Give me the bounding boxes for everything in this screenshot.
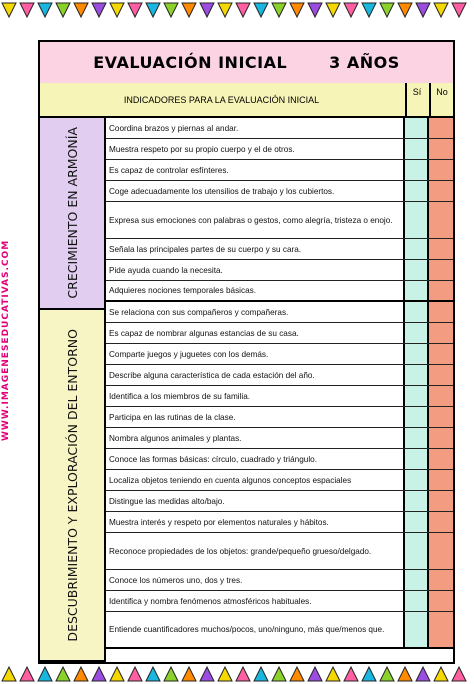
indicators-header: INDICADORES PARA LA EVALUACIÓN INICIAL bbox=[123, 94, 320, 105]
yes-checkbox-cell[interactable] bbox=[403, 512, 427, 532]
yes-checkbox-cell[interactable] bbox=[403, 118, 427, 138]
bunting-flag bbox=[362, 3, 376, 17]
yes-checkbox-cell[interactable] bbox=[403, 302, 427, 322]
indicator-text: Identifica a los miembros de su familia. bbox=[109, 391, 251, 401]
bunting-flag bbox=[164, 3, 178, 17]
title-text: EVALUACIÓN INICIAL bbox=[93, 53, 288, 72]
bunting-flag bbox=[272, 667, 286, 681]
yes-checkbox-cell[interactable] bbox=[403, 591, 427, 611]
yes-checkbox-cell[interactable] bbox=[403, 570, 427, 590]
indicator-row bbox=[106, 181, 453, 202]
no-checkbox-cell[interactable] bbox=[427, 591, 453, 611]
table-header bbox=[40, 83, 453, 118]
no-checkbox-cell[interactable] bbox=[427, 428, 453, 448]
bunting-flag bbox=[74, 667, 88, 681]
indicator-row bbox=[106, 160, 453, 181]
indicator-text: Identifica y nombra fenómenos atmosféricos habituales. bbox=[109, 596, 312, 606]
indicator-row bbox=[106, 323, 453, 344]
indicator-text: Conoce las formas básicas: círculo, cuadrado y triángulo. bbox=[109, 454, 317, 464]
indicator-row bbox=[106, 281, 453, 302]
no-checkbox-cell[interactable] bbox=[427, 386, 453, 406]
no-checkbox-cell[interactable] bbox=[427, 344, 453, 364]
no-checkbox-cell[interactable] bbox=[427, 260, 453, 280]
bunting-flag bbox=[92, 667, 106, 681]
bunting-flag bbox=[182, 3, 196, 17]
indicator-text: Conoce los números uno, dos y tres. bbox=[109, 575, 243, 585]
yes-checkbox-cell[interactable] bbox=[403, 202, 427, 238]
indicator-row bbox=[106, 365, 453, 386]
top-bunting-decoration bbox=[0, 0, 474, 20]
no-checkbox-cell[interactable] bbox=[427, 181, 453, 201]
indicator-row bbox=[106, 533, 453, 570]
indicator-text: Reconoce propiedades de los objetos: grande/pequeño grueso/delgado. bbox=[109, 546, 372, 556]
bunting-flag bbox=[164, 667, 178, 681]
indicator-row bbox=[106, 344, 453, 365]
indicator-row bbox=[106, 470, 453, 491]
bunting-flag bbox=[110, 3, 124, 17]
indicator-text: Entiende cuantificadores muchos/pocos, uno/ninguno, más que/menos que. bbox=[109, 625, 385, 634]
bunting-flag bbox=[362, 667, 376, 681]
bunting-flag bbox=[236, 3, 250, 17]
bunting-flag bbox=[344, 667, 358, 681]
bunting-flag bbox=[146, 3, 160, 17]
no-checkbox-cell[interactable] bbox=[427, 533, 453, 569]
indicator-row bbox=[106, 449, 453, 470]
indicator-text: Comparte juegos y juguetes con los demás. bbox=[109, 349, 269, 359]
section-label: DESCUBRIMIENTO Y EXPLORACIÓN DEL ENTORNO bbox=[64, 328, 80, 642]
indicator-row bbox=[106, 612, 453, 649]
no-checkbox-cell[interactable] bbox=[427, 512, 453, 532]
bunting-flag bbox=[326, 667, 340, 681]
no-header: No bbox=[429, 83, 453, 116]
section-descubrimiento bbox=[40, 310, 106, 662]
no-checkbox-cell[interactable] bbox=[427, 118, 453, 138]
yes-checkbox-cell[interactable] bbox=[403, 160, 427, 180]
indicator-row bbox=[106, 302, 453, 323]
bunting-flag bbox=[254, 667, 268, 681]
bunting-flag bbox=[434, 3, 448, 17]
yes-checkbox-cell[interactable] bbox=[403, 281, 427, 300]
indicator-text: Localiza objetos teniendo en cuenta algunos conceptos espaciales bbox=[109, 475, 352, 485]
indicator-text: Nombra algunos animales y plantas. bbox=[109, 433, 242, 443]
indicator-row bbox=[106, 407, 453, 428]
no-checkbox-cell[interactable] bbox=[427, 239, 453, 259]
indicator-text: Participa en las rutinas de la clase. bbox=[109, 412, 236, 422]
indicator-text: Adquieres nociones temporales básicas. bbox=[109, 286, 257, 295]
bunting-flag bbox=[218, 667, 232, 681]
bunting-flag bbox=[326, 3, 340, 17]
bunting-flag bbox=[434, 667, 448, 681]
indicator-text: Es capaz de controlar esfínteres. bbox=[109, 165, 229, 175]
bunting-flag bbox=[200, 3, 214, 17]
no-checkbox-cell[interactable] bbox=[427, 365, 453, 385]
yes-checkbox-cell[interactable] bbox=[403, 386, 427, 406]
bunting-flag bbox=[200, 667, 214, 681]
bunting-flag bbox=[416, 3, 430, 17]
indicator-text: Es capaz de nombrar algunas estancias de su casa. bbox=[109, 328, 299, 338]
bunting-flag bbox=[308, 3, 322, 17]
bunting-flag bbox=[236, 667, 250, 681]
bunting-flag bbox=[20, 3, 34, 17]
bunting-flag bbox=[308, 667, 322, 681]
evaluation-sheet bbox=[38, 40, 455, 664]
indicator-text: Muestra respeto por su propio cuerpo y el de otros. bbox=[109, 144, 295, 154]
bunting-flag bbox=[110, 667, 124, 681]
bunting-flag bbox=[452, 3, 466, 17]
bunting-flag bbox=[380, 667, 394, 681]
indicator-row bbox=[106, 512, 453, 533]
yes-checkbox-cell[interactable] bbox=[403, 407, 427, 427]
indicator-text: Coordina brazos y piernas al andar. bbox=[109, 123, 239, 133]
yes-checkbox-cell[interactable] bbox=[403, 612, 427, 647]
indicator-row bbox=[106, 202, 453, 239]
yes-checkbox-cell[interactable] bbox=[403, 181, 427, 201]
bunting-flag bbox=[128, 3, 142, 17]
bunting-flag bbox=[398, 3, 412, 17]
yes-checkbox-cell[interactable] bbox=[403, 323, 427, 343]
yes-checkbox-cell[interactable] bbox=[403, 139, 427, 159]
bunting-flag bbox=[272, 3, 286, 17]
no-checkbox-cell[interactable] bbox=[427, 612, 453, 647]
bunting-flag bbox=[182, 667, 196, 681]
bunting-flag bbox=[56, 667, 70, 681]
age-label: 3 AÑOS bbox=[329, 53, 400, 72]
no-checkbox-cell[interactable] bbox=[427, 160, 453, 180]
indicator-row bbox=[106, 591, 453, 612]
bunting-flag bbox=[452, 667, 466, 681]
bunting-flag bbox=[380, 3, 394, 17]
indicator-row bbox=[106, 239, 453, 260]
section-crecimiento bbox=[40, 118, 106, 310]
indicator-text: Señala las principales partes de su cuerpo y su cara. bbox=[109, 244, 302, 254]
bunting-flag bbox=[398, 667, 412, 681]
bunting-flag bbox=[38, 667, 52, 681]
indicator-text: Expresa sus emociones con palabras o gestos, como alegría, tristeza o enojo. bbox=[109, 215, 393, 225]
yes-checkbox-cell[interactable] bbox=[403, 449, 427, 469]
indicator-text: Describe alguna característica de cada estación del año. bbox=[109, 370, 315, 380]
yes-checkbox-cell[interactable] bbox=[403, 260, 427, 280]
indicator-row bbox=[106, 570, 453, 591]
bunting-flag bbox=[74, 3, 88, 17]
bunting-flag bbox=[290, 3, 304, 17]
no-checkbox-cell[interactable] bbox=[427, 470, 453, 490]
no-checkbox-cell[interactable] bbox=[427, 491, 453, 511]
yes-checkbox-cell[interactable] bbox=[403, 470, 427, 490]
no-checkbox-cell[interactable] bbox=[427, 570, 453, 590]
indicator-text: Coge adecuadamente los utensilios de trabajo y los cubiertos. bbox=[109, 186, 335, 196]
yes-checkbox-cell[interactable] bbox=[403, 428, 427, 448]
no-checkbox-cell[interactable] bbox=[427, 302, 453, 322]
no-checkbox-cell[interactable] bbox=[427, 281, 453, 300]
indicator-row bbox=[106, 260, 453, 281]
indicator-text: Distingue las medidas alto/bajo. bbox=[109, 496, 225, 506]
indicator-row bbox=[106, 428, 453, 449]
indicator-text: Se relaciona con sus compañeros y compañeras. bbox=[109, 307, 289, 317]
indicator-row bbox=[106, 386, 453, 407]
yes-checkbox-cell[interactable] bbox=[403, 344, 427, 364]
indicator-text: Pide ayuda cuando la necesita. bbox=[109, 265, 223, 275]
yes-checkbox-cell[interactable] bbox=[403, 533, 427, 569]
bunting-flag bbox=[92, 3, 106, 17]
indicator-row bbox=[106, 139, 453, 160]
bunting-flag bbox=[38, 3, 52, 17]
no-checkbox-cell[interactable] bbox=[427, 407, 453, 427]
sheet-title bbox=[40, 42, 453, 85]
bunting-flag bbox=[416, 667, 430, 681]
yes-checkbox-cell[interactable] bbox=[403, 365, 427, 385]
yes-checkbox-cell[interactable] bbox=[403, 239, 427, 259]
bunting-flag bbox=[344, 3, 358, 17]
bunting-flag bbox=[2, 3, 16, 17]
indicator-row bbox=[106, 491, 453, 512]
bunting-flag bbox=[146, 667, 160, 681]
indicator-text: Muestra interés y respeto por elementos naturales y hábitos. bbox=[109, 517, 329, 527]
bunting-flag bbox=[56, 3, 70, 17]
yes-header: Sí bbox=[405, 83, 427, 116]
bunting-flag bbox=[20, 667, 34, 681]
bottom-bunting-decoration bbox=[0, 664, 474, 684]
no-checkbox-cell[interactable] bbox=[427, 323, 453, 343]
no-checkbox-cell[interactable] bbox=[427, 449, 453, 469]
bunting-flag bbox=[128, 667, 142, 681]
bunting-flag bbox=[2, 667, 16, 681]
bunting-flag bbox=[290, 667, 304, 681]
bunting-flag bbox=[254, 3, 268, 17]
bunting-flag bbox=[218, 3, 232, 17]
section-label: CRECIMIENTO EN ARMONÍA bbox=[64, 127, 80, 299]
yes-checkbox-cell[interactable] bbox=[403, 491, 427, 511]
side-watermark: WWW.IMAGENESEDUCATIVAS.COM bbox=[1, 239, 11, 441]
no-checkbox-cell[interactable] bbox=[427, 139, 453, 159]
no-checkbox-cell[interactable] bbox=[427, 202, 453, 238]
indicator-row bbox=[106, 118, 453, 139]
